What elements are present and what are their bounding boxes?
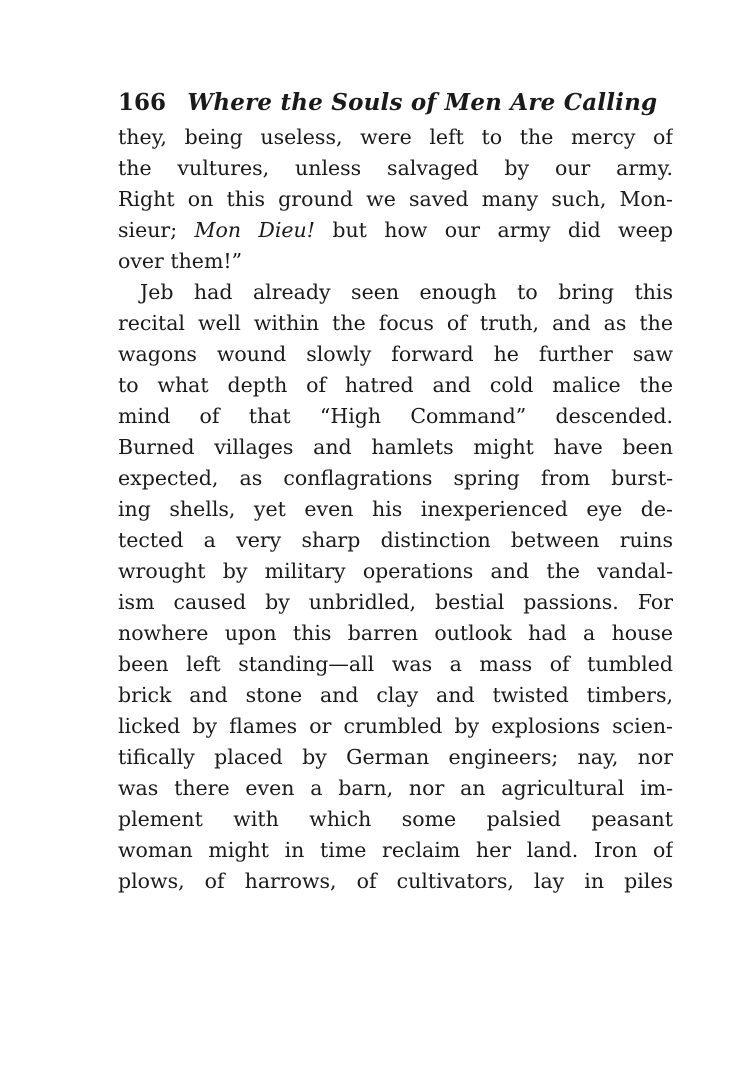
text-line: to what depth of hatred and cold malice the bbox=[118, 373, 673, 397]
paragraph-1 bbox=[118, 122, 673, 277]
text-line: the vultures, unless salvaged by our army. bbox=[118, 156, 673, 180]
text-line: sieur; Mon Dieu! but how our army did weep bbox=[118, 218, 673, 242]
text-line: plement with which some palsied peasant bbox=[118, 807, 673, 831]
book-page bbox=[118, 86, 673, 897]
text-line: expected, as conflagrations spring from burst- bbox=[118, 466, 673, 490]
text-line: recital well within the focus of truth, and as the bbox=[118, 311, 673, 335]
text-line: over them!” bbox=[118, 249, 243, 273]
text-line: wagons wound slowly forward he further saw bbox=[118, 342, 673, 366]
text-line: ing shells, yet even his inexperienced eye de- bbox=[118, 497, 673, 521]
text-line: woman might in time reclaim her land. Iron of bbox=[118, 838, 673, 862]
text-line: wrought by military operations and the vandal- bbox=[118, 559, 673, 583]
text-line: been left standing—all was a mass of tumbled bbox=[118, 652, 673, 676]
text-line: mind of that “High Command” descended. bbox=[118, 404, 673, 428]
running-head bbox=[118, 86, 673, 120]
text-line: licked by flames or crumbled by explosions scien- bbox=[118, 714, 673, 738]
text-line: nowhere upon this barren outlook had a house bbox=[118, 621, 673, 645]
text-line: they, being useless, were left to the mercy of bbox=[118, 125, 673, 149]
text-line: Jeb had already seen enough to bring this bbox=[140, 280, 673, 304]
text-line: Burned villages and hamlets might have been bbox=[118, 435, 673, 459]
italic-phrase: Mon Dieu! bbox=[194, 218, 315, 242]
paragraph-2 bbox=[118, 277, 673, 897]
body-text bbox=[118, 122, 673, 897]
page-number: 166 bbox=[118, 89, 167, 116]
running-head-title: Where the Souls of Men Are Calling bbox=[187, 89, 658, 116]
text-line: tifically placed by German engineers; nay, nor bbox=[118, 745, 673, 769]
text-line: ism caused by unbridled, bestial passions. For bbox=[118, 590, 673, 614]
text-line: was there even a barn, nor an agricultural im- bbox=[118, 776, 673, 800]
text-line: brick and stone and clay and twisted timbers, bbox=[118, 683, 673, 707]
text-line: Right on this ground we saved many such, Mon- bbox=[118, 187, 673, 211]
text-line: tected a very sharp distinction between ruins bbox=[118, 528, 673, 552]
text-line: plows, of harrows, of cultivators, lay in piles bbox=[118, 869, 673, 893]
